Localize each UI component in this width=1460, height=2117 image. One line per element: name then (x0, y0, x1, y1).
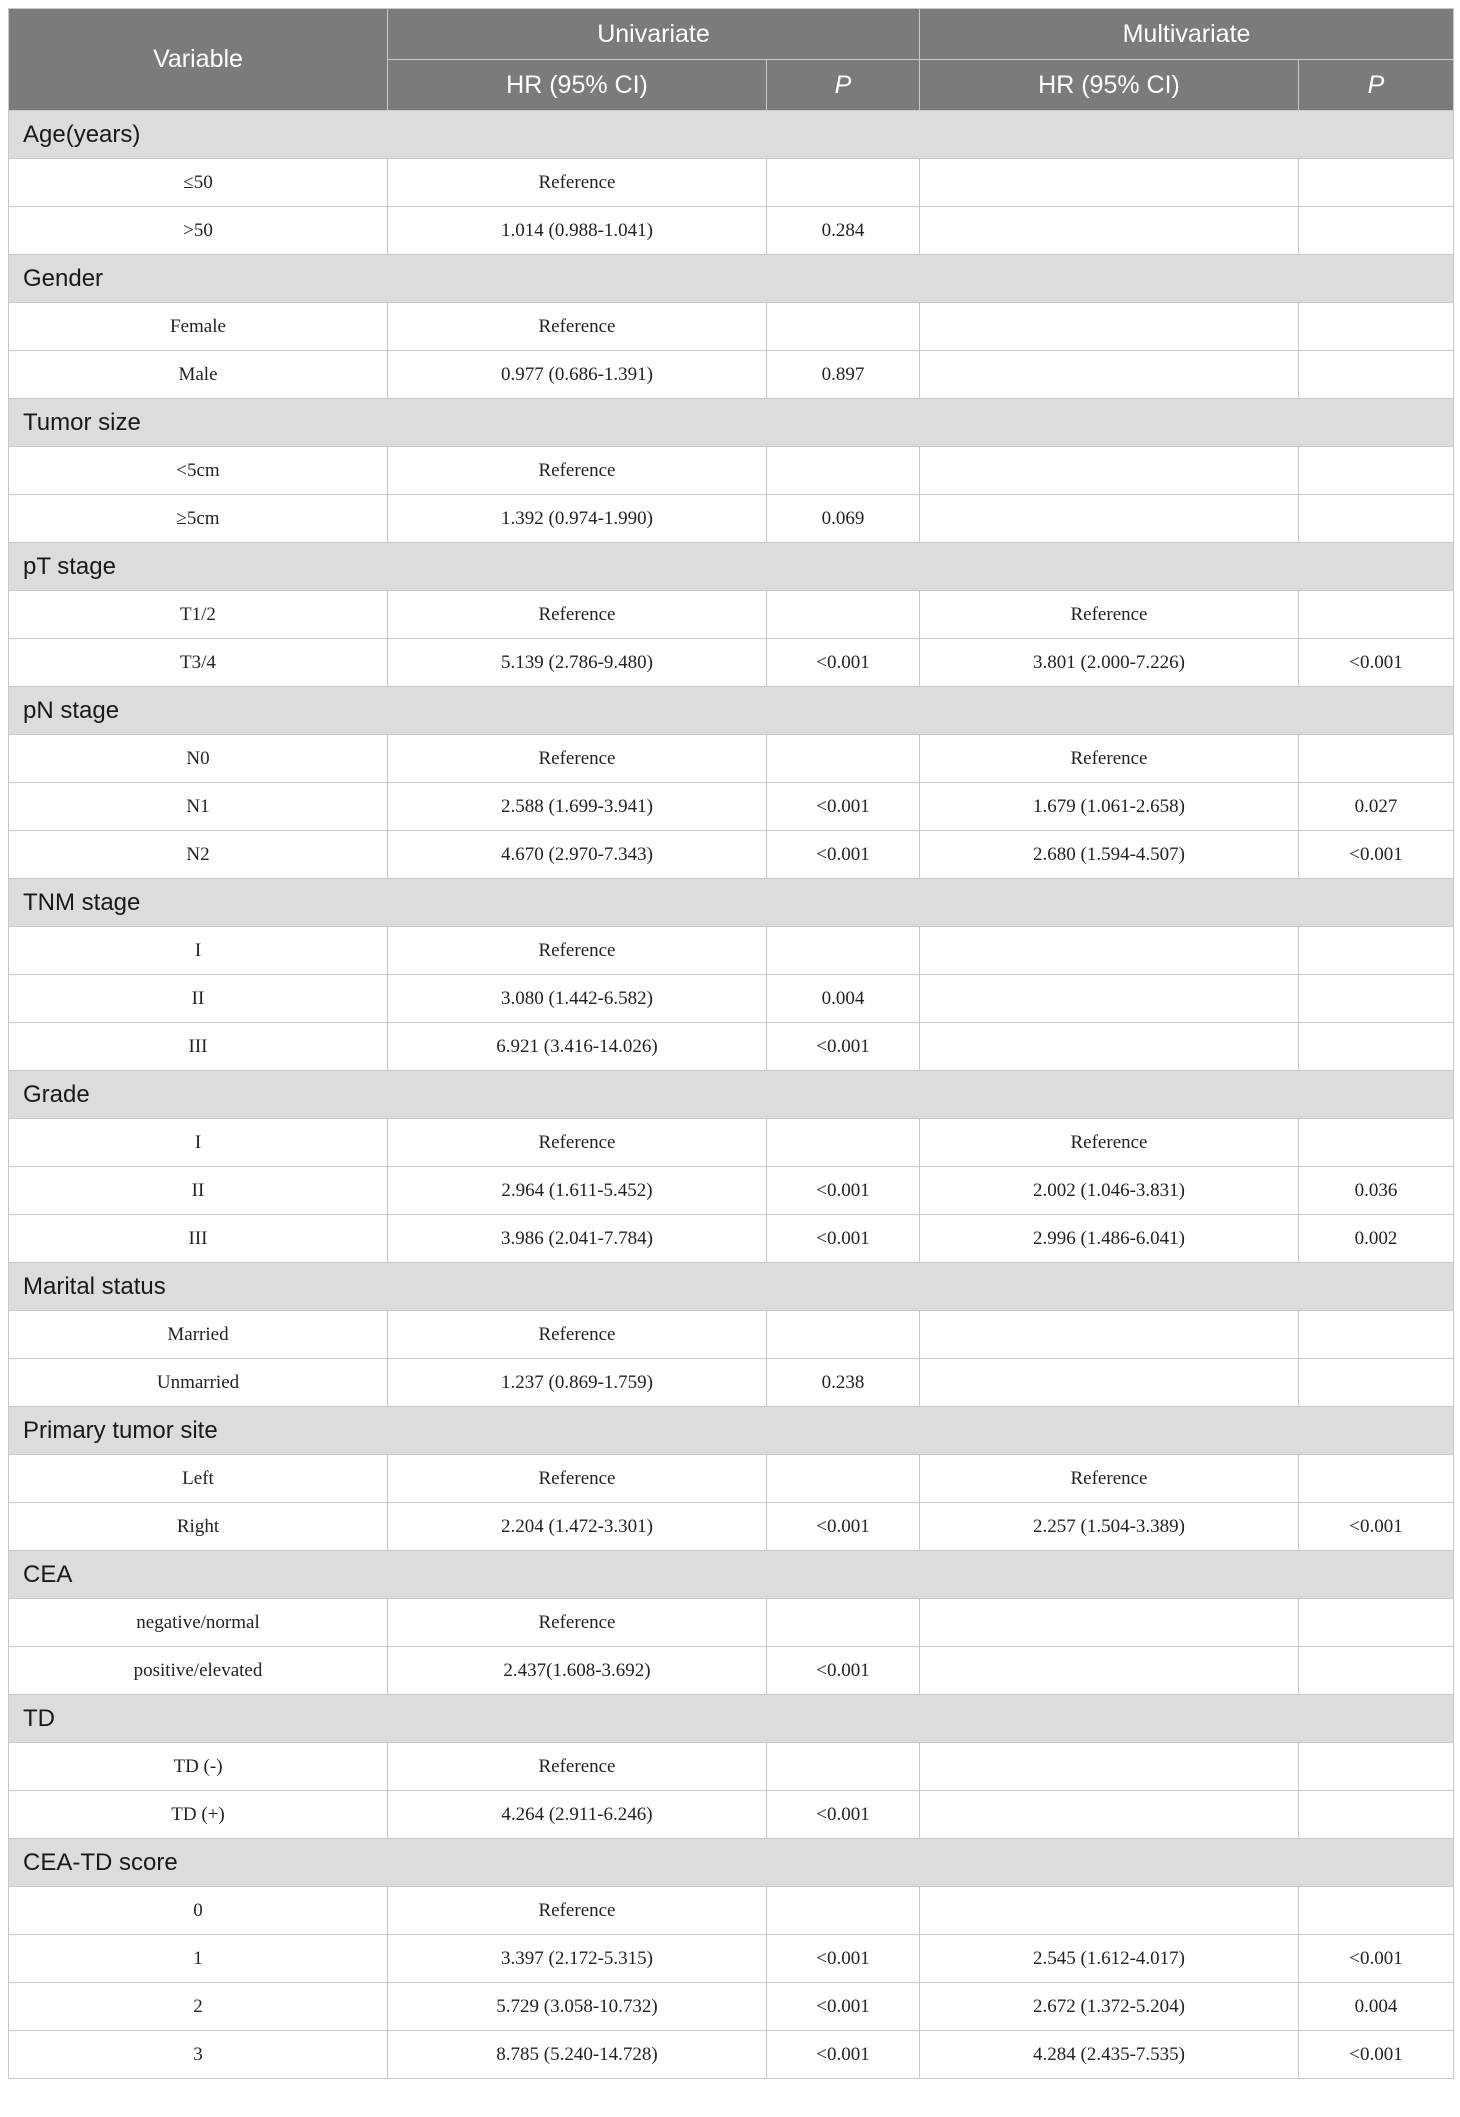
group-header-row (9, 399, 1454, 447)
uni-hr-cell: 0.977 (0.686-1.391) (388, 351, 767, 399)
row-label: T1/2 (9, 591, 388, 639)
multi-hr-cell (920, 1359, 1299, 1407)
multi-hr-cell (920, 495, 1299, 543)
uni-hr-cell: Reference (388, 1743, 767, 1791)
multi-hr-cell (920, 1023, 1299, 1071)
multi-hr-cell (920, 159, 1299, 207)
uni-hr-cell: 3.397 (2.172-5.315) (388, 1935, 767, 1983)
group-header-row (9, 1263, 1454, 1311)
uni-hr-cell: 6.921 (3.416-14.026) (388, 1023, 767, 1071)
uni-hr-cell: Reference (388, 927, 767, 975)
uni-hr-cell: 8.785 (5.240-14.728) (388, 2031, 767, 2079)
uni-p-cell: <0.001 (767, 1983, 920, 2031)
multi-hr-cell: 2.672 (1.372-5.204) (920, 1983, 1299, 2031)
table-row (9, 1023, 1454, 1071)
multi-hr-cell: Reference (920, 1119, 1299, 1167)
uni-hr-cell: Reference (388, 1599, 767, 1647)
group-title: pN stage (9, 687, 1454, 735)
multi-hr-cell: 4.284 (2.435-7.535) (920, 2031, 1299, 2079)
multi-p-cell (1299, 351, 1454, 399)
group-title: Age(years) (9, 111, 1454, 159)
multi-hr-cell: 2.996 (1.486-6.041) (920, 1215, 1299, 1263)
row-label: III (9, 1215, 388, 1263)
multi-hr-cell (920, 1599, 1299, 1647)
group-header-row (9, 687, 1454, 735)
row-label: III (9, 1023, 388, 1071)
uni-p-cell: <0.001 (767, 1791, 920, 1839)
header-univariate: Univariate (388, 9, 920, 60)
multi-p-cell (1299, 1311, 1454, 1359)
uni-hr-cell: Reference (388, 1455, 767, 1503)
multi-p-cell: 0.004 (1299, 1983, 1454, 2031)
header-uni-hr: HR (95% CI) (388, 60, 767, 111)
row-label: II (9, 1167, 388, 1215)
uni-p-cell (767, 447, 920, 495)
row-label: Female (9, 303, 388, 351)
multi-p-cell: <0.001 (1299, 2031, 1454, 2079)
multi-hr-cell: 2.680 (1.594-4.507) (920, 831, 1299, 879)
row-label: ≤50 (9, 159, 388, 207)
uni-hr-cell: Reference (388, 1311, 767, 1359)
multi-hr-cell: Reference (920, 735, 1299, 783)
multi-p-cell: 0.002 (1299, 1215, 1454, 1263)
row-label: 3 (9, 2031, 388, 2079)
multi-p-cell (1299, 207, 1454, 255)
uni-hr-cell: Reference (388, 1887, 767, 1935)
group-header-row (9, 1071, 1454, 1119)
table-row (9, 975, 1454, 1023)
multi-p-cell: <0.001 (1299, 1935, 1454, 1983)
uni-hr-cell: 2.964 (1.611-5.452) (388, 1167, 767, 1215)
table-row (9, 207, 1454, 255)
multi-p-cell (1299, 1887, 1454, 1935)
multi-p-cell (1299, 303, 1454, 351)
multi-p-cell: 0.036 (1299, 1167, 1454, 1215)
row-label: Male (9, 351, 388, 399)
table-row (9, 831, 1454, 879)
uni-hr-cell: 2.588 (1.699-3.941) (388, 783, 767, 831)
table-row (9, 495, 1454, 543)
multi-hr-cell (920, 975, 1299, 1023)
multi-p-cell: <0.001 (1299, 639, 1454, 687)
header-multi-hr: HR (95% CI) (920, 60, 1299, 111)
header-uni-p: P (767, 60, 920, 111)
uni-p-cell: <0.001 (767, 1647, 920, 1695)
table-row (9, 1791, 1454, 1839)
uni-p-cell (767, 591, 920, 639)
table-row (9, 1119, 1454, 1167)
multi-hr-cell: 2.257 (1.504-3.389) (920, 1503, 1299, 1551)
multi-p-cell (1299, 1599, 1454, 1647)
table-row (9, 1599, 1454, 1647)
table-header (9, 9, 1454, 111)
row-label: >50 (9, 207, 388, 255)
uni-hr-cell: Reference (388, 591, 767, 639)
group-header-row (9, 1839, 1454, 1887)
uni-hr-cell: Reference (388, 1119, 767, 1167)
table-row (9, 639, 1454, 687)
table-row (9, 1983, 1454, 2031)
uni-p-cell: <0.001 (767, 783, 920, 831)
table-row (9, 1359, 1454, 1407)
header-multi-p: P (1299, 60, 1454, 111)
group-title: TD (9, 1695, 1454, 1743)
multi-p-cell (1299, 591, 1454, 639)
table-body (9, 111, 1454, 2079)
uni-p-cell: 0.004 (767, 975, 920, 1023)
row-label: N1 (9, 783, 388, 831)
row-label: positive/elevated (9, 1647, 388, 1695)
uni-p-cell: 0.238 (767, 1359, 920, 1407)
multi-p-cell (1299, 447, 1454, 495)
multi-p-cell (1299, 495, 1454, 543)
multi-hr-cell (920, 207, 1299, 255)
row-label: Married (9, 1311, 388, 1359)
uni-hr-cell: Reference (388, 159, 767, 207)
multi-p-cell (1299, 735, 1454, 783)
uni-hr-cell: Reference (388, 303, 767, 351)
row-label: T3/4 (9, 639, 388, 687)
uni-p-cell (767, 1887, 920, 1935)
multi-p-cell (1299, 927, 1454, 975)
regression-table (8, 8, 1454, 2079)
row-label: I (9, 927, 388, 975)
multi-p-cell (1299, 1023, 1454, 1071)
table-row (9, 1167, 1454, 1215)
uni-hr-cell: Reference (388, 447, 767, 495)
table-row (9, 1455, 1454, 1503)
group-title: pT stage (9, 543, 1454, 591)
uni-p-cell: <0.001 (767, 639, 920, 687)
table-row (9, 1503, 1454, 1551)
multi-p-cell: <0.001 (1299, 831, 1454, 879)
multi-hr-cell (920, 303, 1299, 351)
header-variable: Variable (9, 9, 388, 111)
table-row (9, 351, 1454, 399)
multi-hr-cell (920, 1887, 1299, 1935)
multi-hr-cell: 3.801 (2.000-7.226) (920, 639, 1299, 687)
uni-p-cell: <0.001 (767, 2031, 920, 2079)
row-label: Right (9, 1503, 388, 1551)
multi-hr-cell (920, 927, 1299, 975)
group-title: Primary tumor site (9, 1407, 1454, 1455)
row-label: N2 (9, 831, 388, 879)
group-header-row (9, 1695, 1454, 1743)
uni-p-cell: <0.001 (767, 1215, 920, 1263)
table-row (9, 783, 1454, 831)
group-title: CEA-TD score (9, 1839, 1454, 1887)
row-label: II (9, 975, 388, 1023)
table-row (9, 303, 1454, 351)
uni-p-cell (767, 1119, 920, 1167)
uni-p-cell: <0.001 (767, 831, 920, 879)
multi-p-cell: <0.001 (1299, 1503, 1454, 1551)
uni-hr-cell: 1.237 (0.869-1.759) (388, 1359, 767, 1407)
header-multivariate: Multivariate (920, 9, 1454, 60)
uni-p-cell: <0.001 (767, 1935, 920, 1983)
table-container (8, 8, 1453, 2079)
uni-hr-cell: 2.204 (1.472-3.301) (388, 1503, 767, 1551)
multi-p-cell: 0.027 (1299, 783, 1454, 831)
table-row (9, 1935, 1454, 1983)
uni-p-cell (767, 1455, 920, 1503)
multi-hr-cell (920, 1647, 1299, 1695)
uni-hr-cell: 3.986 (2.041-7.784) (388, 1215, 767, 1263)
multi-hr-cell (920, 1311, 1299, 1359)
uni-hr-cell: 5.729 (3.058-10.732) (388, 1983, 767, 2031)
row-label: N0 (9, 735, 388, 783)
row-label: Unmarried (9, 1359, 388, 1407)
group-header-row (9, 879, 1454, 927)
row-label: negative/normal (9, 1599, 388, 1647)
row-label: 2 (9, 1983, 388, 2031)
table-row (9, 2031, 1454, 2079)
table-row (9, 1311, 1454, 1359)
multi-p-cell (1299, 1743, 1454, 1791)
table-row (9, 1215, 1454, 1263)
uni-hr-cell: 1.014 (0.988-1.041) (388, 207, 767, 255)
uni-p-cell: 0.897 (767, 351, 920, 399)
multi-p-cell (1299, 975, 1454, 1023)
uni-p-cell: <0.001 (767, 1167, 920, 1215)
group-title: Marital status (9, 1263, 1454, 1311)
uni-hr-cell: 1.392 (0.974-1.990) (388, 495, 767, 543)
uni-p-cell: 0.284 (767, 207, 920, 255)
multi-p-cell (1299, 1791, 1454, 1839)
group-header-row (9, 111, 1454, 159)
uni-p-cell (767, 1311, 920, 1359)
group-title: CEA (9, 1551, 1454, 1599)
multi-p-cell (1299, 1359, 1454, 1407)
uni-hr-cell: Reference (388, 735, 767, 783)
uni-hr-cell: 4.264 (2.911-6.246) (388, 1791, 767, 1839)
multi-hr-cell: 2.545 (1.612-4.017) (920, 1935, 1299, 1983)
multi-p-cell (1299, 159, 1454, 207)
uni-hr-cell: 2.437(1.608-3.692) (388, 1647, 767, 1695)
row-label: 1 (9, 1935, 388, 1983)
table-row (9, 927, 1454, 975)
uni-p-cell: <0.001 (767, 1023, 920, 1071)
row-label: Left (9, 1455, 388, 1503)
multi-hr-cell (920, 447, 1299, 495)
multi-hr-cell (920, 351, 1299, 399)
uni-p-cell (767, 1743, 920, 1791)
uni-p-cell: 0.069 (767, 495, 920, 543)
group-title: Grade (9, 1071, 1454, 1119)
group-title: TNM stage (9, 879, 1454, 927)
uni-p-cell (767, 1599, 920, 1647)
table-row (9, 591, 1454, 639)
row-label: I (9, 1119, 388, 1167)
row-label: TD (-) (9, 1743, 388, 1791)
uni-p-cell (767, 303, 920, 351)
multi-hr-cell: Reference (920, 591, 1299, 639)
multi-p-cell (1299, 1119, 1454, 1167)
group-header-row (9, 543, 1454, 591)
group-title: Gender (9, 255, 1454, 303)
group-header-row (9, 1407, 1454, 1455)
uni-p-cell (767, 735, 920, 783)
uni-p-cell (767, 159, 920, 207)
row-label: <5cm (9, 447, 388, 495)
row-label: TD (+) (9, 1791, 388, 1839)
multi-hr-cell: Reference (920, 1455, 1299, 1503)
uni-p-cell: <0.001 (767, 1503, 920, 1551)
group-header-row (9, 1551, 1454, 1599)
multi-hr-cell: 1.679 (1.061-2.658) (920, 783, 1299, 831)
uni-hr-cell: 3.080 (1.442-6.582) (388, 975, 767, 1023)
group-header-row (9, 255, 1454, 303)
group-title: Tumor size (9, 399, 1454, 447)
multi-hr-cell (920, 1791, 1299, 1839)
table-row (9, 1887, 1454, 1935)
multi-p-cell (1299, 1455, 1454, 1503)
table-row (9, 735, 1454, 783)
table-row (9, 1647, 1454, 1695)
multi-hr-cell: 2.002 (1.046-3.831) (920, 1167, 1299, 1215)
multi-hr-cell (920, 1743, 1299, 1791)
multi-p-cell (1299, 1647, 1454, 1695)
uni-hr-cell: 5.139 (2.786-9.480) (388, 639, 767, 687)
row-label: ≥5cm (9, 495, 388, 543)
table-row (9, 1743, 1454, 1791)
uni-p-cell (767, 927, 920, 975)
row-label: 0 (9, 1887, 388, 1935)
uni-hr-cell: 4.670 (2.970-7.343) (388, 831, 767, 879)
table-row (9, 159, 1454, 207)
table-row (9, 447, 1454, 495)
